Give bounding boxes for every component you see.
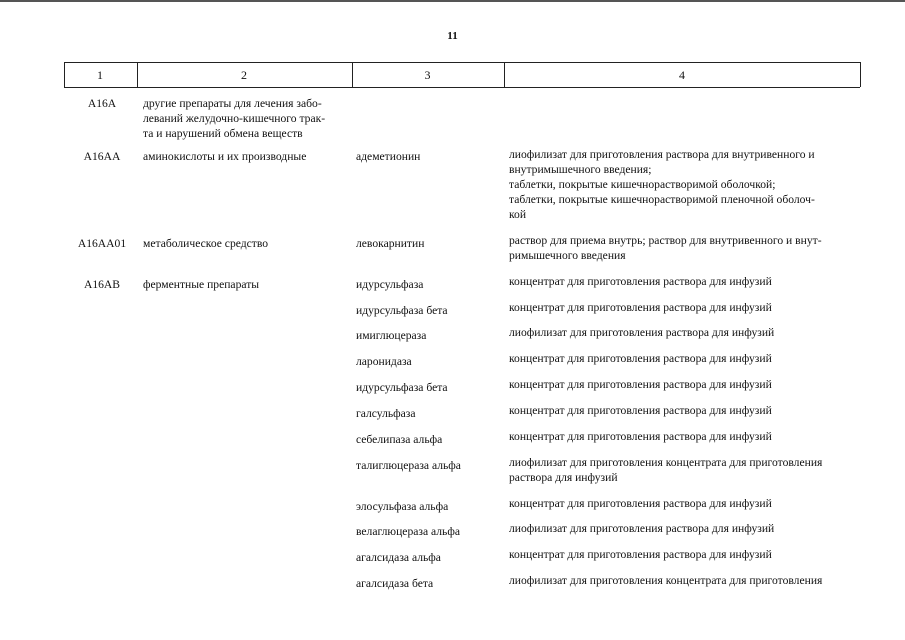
page-number: 11 bbox=[447, 30, 458, 42]
row-group bbox=[143, 96, 351, 141]
dosage-forms bbox=[509, 325, 861, 340]
group-line: та и нарушений обмена веществ bbox=[143, 127, 303, 140]
form-line: концентрат для приготовления раствора для инфузий bbox=[509, 548, 772, 561]
header-divider bbox=[504, 62, 505, 87]
dosage-forms bbox=[509, 573, 861, 588]
form-line: внутримышечного введения; bbox=[509, 163, 652, 176]
drug-name: адеметионин bbox=[356, 150, 421, 163]
form-line: лиофилизат для приготовления концентрата для приготовления bbox=[509, 574, 823, 587]
form-line: лиофилизат для приготовления раствора для инфузий bbox=[509, 522, 775, 535]
form-line: концентрат для приготовления раствора для инфузий bbox=[509, 378, 772, 391]
header-divider bbox=[64, 62, 65, 87]
form-line: таблетки, покрытые кишечнорастворимой пленочной оболоч- bbox=[509, 193, 815, 206]
drug-name: агалсидаза бета bbox=[356, 577, 434, 590]
form-line: концентрат для приготовления раствора для инфузий bbox=[509, 352, 772, 365]
drug-name: левокарнитин bbox=[356, 237, 425, 250]
row-code: A16AB bbox=[83, 278, 121, 291]
header-divider bbox=[137, 62, 138, 87]
form-line: концентрат для приготовления раствора для инфузий bbox=[509, 301, 772, 314]
form-line: римышечного введения bbox=[509, 249, 626, 262]
drug-name: агалсидаза альфа bbox=[356, 551, 441, 564]
drug-name: ларонидаза bbox=[356, 355, 412, 368]
group-line: метаболическое средство bbox=[143, 237, 269, 250]
top-edge-line bbox=[0, 0, 905, 2]
dosage-forms bbox=[509, 547, 861, 562]
dosage-forms bbox=[509, 455, 861, 485]
dosage-forms bbox=[509, 274, 861, 289]
column-header-4: 4 bbox=[679, 68, 685, 82]
drug-name: элосульфаза альфа bbox=[356, 500, 449, 513]
drug-name: идурсульфаза бета bbox=[356, 381, 448, 394]
form-line: концентрат для приготовления раствора для инфузий bbox=[509, 430, 772, 443]
form-line: лиофилизат для приготовления концентрата для приготовления bbox=[509, 456, 823, 469]
row-group bbox=[143, 149, 351, 164]
form-line: раствор для приема внутрь; раствор для внутривенного и внут- bbox=[509, 234, 822, 247]
dosage-forms bbox=[509, 429, 861, 444]
form-line: лиофилизат для приготовления раствора для инфузий bbox=[509, 326, 775, 339]
column-header-2: 2 bbox=[241, 68, 247, 82]
drug-name: велаглюцераза альфа bbox=[356, 525, 460, 538]
dosage-forms bbox=[509, 300, 861, 315]
header-divider bbox=[352, 62, 353, 87]
dosage-forms bbox=[509, 377, 861, 392]
drug-name: идурсульфаза бета bbox=[356, 304, 448, 317]
table-header bbox=[64, 62, 860, 88]
form-line: концентрат для приготовления раствора для инфузий bbox=[509, 497, 772, 510]
row-code: A16A bbox=[87, 97, 117, 110]
dosage-forms bbox=[509, 147, 861, 222]
drug-name: галсульфаза bbox=[356, 407, 416, 420]
form-line: таблетки, покрытые кишечнорастворимой оболочкой; bbox=[509, 178, 776, 191]
dosage-forms bbox=[509, 403, 861, 418]
form-line: концентрат для приготовления раствора для инфузий bbox=[509, 404, 772, 417]
drug-name: себелипаза альфа bbox=[356, 433, 443, 446]
form-line: кой bbox=[509, 208, 527, 221]
form-line: лиофилизат для приготовления раствора для внутривенного и bbox=[509, 148, 815, 161]
dosage-forms bbox=[509, 496, 861, 511]
row-code: A16AA bbox=[83, 150, 121, 163]
group-line: другие препараты для лечения забо- bbox=[143, 97, 322, 110]
column-header-3: 3 bbox=[424, 68, 431, 82]
form-line: раствора для инфузий bbox=[509, 471, 618, 484]
row-group bbox=[143, 236, 351, 251]
group-line: леваний желудочно-кишечного трак- bbox=[143, 112, 326, 125]
dosage-forms bbox=[509, 233, 861, 263]
header-divider bbox=[860, 62, 861, 87]
group-line: аминокислоты и их производные bbox=[143, 150, 307, 163]
column-header-1: 1 bbox=[97, 68, 103, 82]
form-line: концентрат для приготовления раствора для инфузий bbox=[509, 275, 772, 288]
dosage-forms bbox=[509, 351, 861, 366]
group-line: ферментные препараты bbox=[143, 278, 260, 291]
row-group bbox=[143, 277, 351, 292]
drug-name: талиглюцераза альфа bbox=[356, 459, 461, 472]
row-code: A16AA01 bbox=[77, 237, 127, 250]
dosage-forms bbox=[509, 521, 861, 536]
drug-name: имиглюцераза bbox=[356, 329, 427, 342]
drug-name: идурсульфаза bbox=[356, 278, 424, 291]
